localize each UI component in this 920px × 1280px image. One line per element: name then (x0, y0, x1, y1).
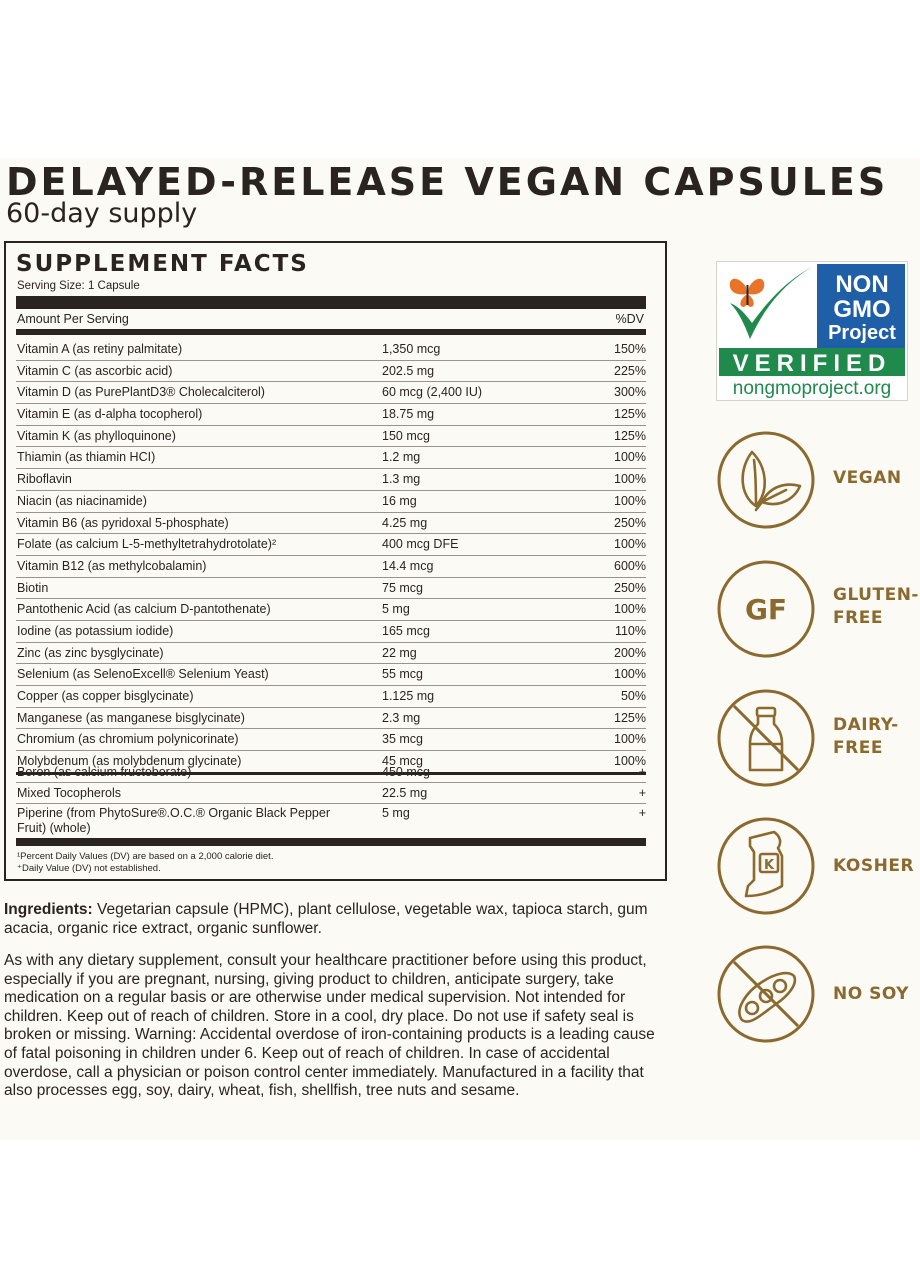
nutrient-row (16, 664, 646, 686)
nutrient-amount: 165 mcg (382, 623, 430, 638)
nutrient-row (16, 599, 646, 621)
extra-amount: 450 mcg (382, 765, 430, 779)
nutrient-name: Vitamin K (as phylloquinone) (17, 428, 176, 443)
nutrient-amount: 5 mg (382, 602, 410, 617)
nutrient-row (16, 469, 646, 491)
extra-row (16, 783, 646, 804)
nutrient-name: Vitamin D (as PurePlantD3® Cholecalciterol) (17, 385, 265, 400)
nutrient-amount: 2.3 mg (382, 710, 421, 725)
nutrient-dv: 100% (614, 537, 646, 552)
nutrient-amount: 75 mcg (382, 580, 423, 595)
nutrient-name: Thiamin (as thiamin HCI) (17, 450, 156, 465)
gf-icon: GF (744, 593, 788, 626)
nutrient-dv: 150% (614, 342, 646, 356)
nongmo-gmo: GMO (833, 296, 891, 323)
nutrient-dv: 100% (614, 754, 646, 769)
nutrient-amount: 1.125 mg (382, 689, 435, 703)
extra-row (16, 762, 646, 783)
nutrient-dv: 600% (614, 558, 646, 573)
nutrient-row (16, 447, 646, 469)
nutrient-amount: 1.2 mg (382, 450, 421, 465)
ingredients-text (4, 900, 664, 938)
page-subtitle: 60-day supply (6, 198, 198, 229)
nutrient-row (16, 339, 646, 361)
nutrient-row (16, 426, 646, 448)
warning-text: As with any dietary supplement, consult your healthcare practitioner before using this product, especially if you are pregnant, nursing, giving product to children, anticipate surgery, take medication on a regular basis or are otherwise under medical supervision. Not intended for children. Keep out of reach of children. Store in a cool, dry place. Do not use if safety seal is broken or missing. Warning: Accidental overdose of iron-containing products is a leading cause of fatal poisoning in children under 6. Keep out of reach of children. In case of accidental overdose, call a physician or poison control center immediately. Manufactured in a facility that also processes egg, soy, dairy, wheat, fish, shellfish, tree nuts and sesame. (4, 952, 655, 1100)
nutrient-dv: 100% (614, 472, 646, 487)
nutrient-dv: 250% (614, 580, 646, 595)
ingredients-list: Vegetarian capsule (HPMC), plant cellulose, vegetable wax, tapioca starch, gum acacia, organic rice extract, organic sunflower. (4, 901, 648, 937)
extra-amount: 22.5 mg (382, 786, 428, 800)
extra-name: Mixed Tocopherols (17, 786, 121, 800)
nutrient-row (16, 708, 646, 730)
vegan-badge-icon (716, 430, 816, 530)
nutrient-name: Copper (as copper bisglycinate) (17, 689, 194, 703)
amount-per-serving-label: Amount Per Serving (17, 312, 129, 326)
divider-bottom (16, 838, 646, 846)
nutrient-row (16, 578, 646, 600)
nutrient-name: Vitamin C (as ascorbic acid) (17, 363, 173, 378)
nutrient-amount: 14.4 mcg (382, 558, 434, 573)
extra-row (16, 806, 646, 838)
nutrient-name: Pantothenic Acid (as calcium D-pantothenate) (17, 602, 271, 617)
nutrient-name: Zinc (as zinc bysglycinate) (17, 645, 164, 660)
ingredients-label: Ingredients: (4, 901, 93, 918)
nutrient-dv: 300% (614, 385, 646, 400)
nutrient-name: Vitamin E (as d-alpha tocopherol) (17, 407, 203, 422)
nongmo-url: nongmoproject.org (732, 378, 892, 399)
nutrient-amount: 1,350 mcg (382, 342, 441, 356)
divider-medium (16, 329, 646, 335)
nutrient-name: Vitamin B12 (as methylcobalamin) (17, 558, 207, 573)
nutrient-row (16, 643, 646, 665)
nutrient-amount: 45 mcg (382, 754, 423, 769)
nutrient-name: Folate (as calcium L-5-methyltetrahydrotolate)² (17, 537, 277, 552)
nutrient-row (16, 556, 646, 578)
nutrient-table (16, 339, 646, 775)
nutrient-name: Manganese (as manganese bisglycinate) (17, 710, 245, 725)
leaf-icon (743, 452, 800, 510)
non-gmo-verified-logo (716, 261, 908, 401)
nutrient-row (16, 686, 646, 708)
extra-name: Piperine (from PhytoSure®.O.C.® Organic Black Pepper Fruit) (whole) (17, 806, 330, 835)
nutrient-dv: 225% (614, 363, 646, 378)
dv-label: %DV (615, 312, 644, 326)
extra-dv: + (638, 765, 646, 779)
page-title: DELAYED-RELEASE VEGAN CAPSULES (6, 160, 889, 204)
footnote-not-established: ⁺Daily Value (DV) not established. (17, 863, 161, 874)
nongmo-non: NON (835, 271, 889, 298)
nutrient-amount: 150 mcg (382, 428, 430, 443)
nutrient-amount: 35 mcg (382, 732, 423, 747)
badge-label-gluten-free: GLUTEN- FREE (833, 585, 919, 628)
nutrient-dv: 125% (614, 407, 646, 422)
nutrient-dv: 125% (614, 428, 646, 443)
extra-name: Boron (as calcium fructoborate) (17, 765, 192, 779)
nutrient-dv: 100% (614, 732, 646, 747)
nutrient-amount: 1.3 mg (382, 472, 421, 487)
kosher-k-glyph: K (763, 858, 775, 873)
nutrient-name: Iodine (as potassium iodide) (17, 623, 174, 638)
nutrient-row (16, 491, 646, 513)
nutrient-amount: 60 mcg (2,400 IU) (382, 385, 483, 400)
nutrient-row (16, 621, 646, 643)
nutrient-row (16, 534, 646, 556)
nutrient-name: Molybdenum (as molybdenum glycinate) (17, 754, 242, 769)
nutrient-amount: 202.5 mg (382, 363, 435, 378)
nutrient-dv: 200% (614, 645, 646, 660)
nutrient-dv: 100% (614, 493, 646, 508)
nutrient-row (16, 361, 646, 383)
nutrient-dv: 100% (614, 602, 646, 617)
extra-dv: + (638, 806, 646, 820)
nutrient-amount: 400 mcg DFE (382, 537, 459, 552)
badge-label-dairy-free: DAIRY- FREE (833, 715, 899, 758)
nutrient-amount: 4.25 mg (382, 515, 428, 530)
nutrient-row (16, 404, 646, 426)
nutrient-amount: 16 mg (382, 493, 417, 508)
nutrient-dv: 100% (614, 450, 646, 465)
nutrient-dv: 110% (614, 623, 646, 638)
nutrient-dv: 100% (614, 667, 646, 682)
divider-thick (16, 296, 646, 309)
nutrient-dv: 250% (614, 515, 646, 530)
nutrient-name: Vitamin A (as retiny palmitate) (17, 342, 183, 356)
nutrient-amount: 22 mg (382, 645, 417, 660)
nutrient-row (16, 382, 646, 404)
serving-size: Serving Size: 1 Capsule (17, 280, 140, 292)
dairy-free-badge-icon (716, 688, 816, 788)
footnote-dv: ¹Percent Daily Values (DV) are based on a 2,000 calorie diet. (17, 851, 274, 862)
nutrient-dv: 125% (614, 710, 646, 725)
nutrient-name: Niacin (as niacinamide) (17, 493, 147, 508)
nutrient-name: Vitamin B6 (as pyridoxal 5-phosphate) (17, 515, 229, 530)
nutrient-name: Biotin (17, 580, 49, 595)
nutrient-row (16, 513, 646, 535)
nutrient-dv: 50% (620, 689, 646, 703)
nutrient-name: Riboflavin (17, 472, 72, 487)
nutrient-amount: 55 mcg (382, 667, 423, 682)
supplement-facts-box (4, 241, 667, 881)
facts-title: SUPPLEMENT FACTS (16, 251, 309, 277)
nongmo-project: Project (828, 322, 896, 344)
badge-label-vegan: VEGAN (833, 468, 902, 488)
nutrient-name: Chromium (as chromium polynicorinate) (17, 732, 239, 747)
nutrient-row (16, 729, 646, 751)
nutrient-name: Selenium (as SelenoExcell® Selenium Yeast) (17, 667, 269, 682)
nongmo-verified: VERIFIED (732, 350, 892, 377)
badge-label-no-soy: NO SOY (833, 984, 909, 1004)
extra-dv: + (638, 786, 646, 800)
extra-amount: 5 mg (382, 806, 410, 820)
badge-label-kosher: KOSHER (833, 856, 915, 876)
gluten-free-badge-icon (716, 559, 816, 659)
nutrient-amount: 18.75 mg (382, 407, 435, 422)
no-soy-badge-icon (716, 944, 816, 1044)
kosher-badge-icon (716, 816, 816, 916)
